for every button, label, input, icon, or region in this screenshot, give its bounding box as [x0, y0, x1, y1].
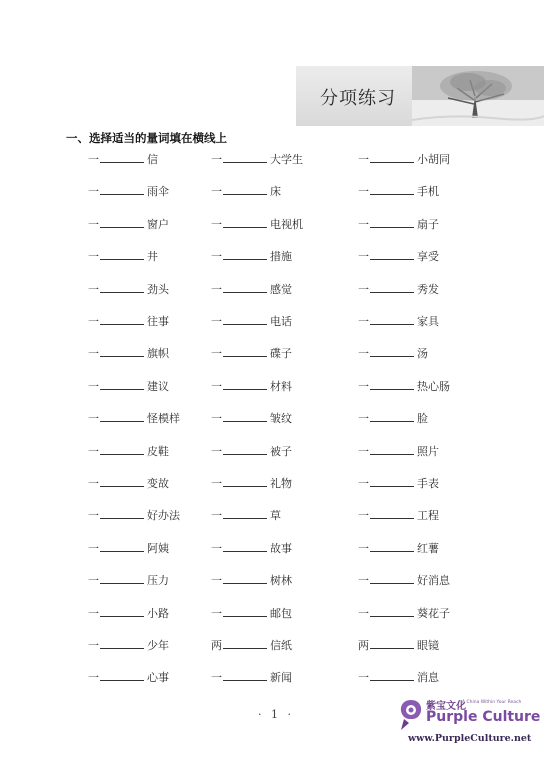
noun-word: 怪模样: [147, 412, 180, 425]
noun-word: 小胡同: [417, 153, 450, 166]
numeral: 一: [358, 380, 369, 393]
exercise-item: [211, 475, 292, 491]
answer-blank[interactable]: [100, 282, 144, 293]
noun-word: 手表: [417, 477, 439, 490]
noun-word: 树林: [270, 574, 292, 587]
numeral: 一: [211, 412, 222, 425]
noun-word: 葵花子: [417, 607, 450, 620]
noun-word: 往事: [147, 315, 169, 328]
answer-blank[interactable]: [223, 282, 267, 293]
numeral: 一: [88, 153, 99, 166]
answer-blank[interactable]: [223, 314, 267, 325]
exercise-item: [88, 151, 158, 167]
exercise-item: [211, 507, 281, 523]
exercise-row: [88, 637, 488, 653]
answer-blank[interactable]: [100, 152, 144, 163]
watermark-brand-en: Purple Culture: [426, 709, 541, 725]
noun-word: 秀发: [417, 283, 439, 296]
exercise-item: [358, 443, 439, 459]
numeral: 一: [211, 153, 222, 166]
noun-word: 手机: [417, 185, 439, 198]
answer-blank[interactable]: [370, 379, 414, 390]
answer-blank[interactable]: [370, 541, 414, 552]
exercise-item: [88, 281, 169, 297]
exercise-item: [211, 183, 281, 199]
exercise-item: [211, 378, 292, 394]
numeral: 一: [211, 607, 222, 620]
answer-blank[interactable]: [370, 184, 414, 195]
answer-blank[interactable]: [100, 444, 144, 455]
exercise-item: [211, 313, 292, 329]
watermark-brand-cn: 紫宝文化: [426, 701, 466, 712]
noun-word: 大学生: [270, 153, 303, 166]
exercise-row: [88, 313, 488, 329]
noun-word: 好消息: [417, 574, 450, 587]
exercise-item: [358, 313, 439, 329]
numeral: 一: [211, 185, 222, 198]
noun-word: 小路: [147, 607, 169, 620]
watermark-tagline: A China Within Your Reach: [462, 700, 522, 705]
noun-word: 劲头: [147, 283, 169, 296]
answer-blank[interactable]: [370, 508, 414, 519]
answer-blank[interactable]: [100, 573, 144, 584]
answer-blank[interactable]: [223, 249, 267, 260]
answer-blank[interactable]: [370, 314, 414, 325]
exercise-item: [88, 475, 169, 491]
numeral: 一: [88, 347, 99, 360]
numeral: 一: [211, 509, 222, 522]
numeral: 一: [211, 445, 222, 458]
noun-word: 信纸: [270, 639, 292, 652]
numeral: 一: [211, 218, 222, 231]
answer-blank[interactable]: [370, 152, 414, 163]
exercise-item: [88, 605, 169, 621]
numeral: 一: [358, 607, 369, 620]
noun-word: 扇子: [417, 218, 439, 231]
numeral: 一: [88, 607, 99, 620]
exercise-item: [358, 540, 439, 556]
exercise-item: [358, 637, 439, 653]
answer-blank[interactable]: [223, 606, 267, 617]
answer-blank[interactable]: [100, 346, 144, 357]
numeral: 一: [211, 380, 222, 393]
answer-blank[interactable]: [100, 379, 144, 390]
answer-blank[interactable]: [370, 249, 414, 260]
answer-blank[interactable]: [370, 670, 414, 681]
exercise-item: [88, 637, 169, 653]
section-heading: 一、选择适当的量词填在横线上: [66, 131, 227, 145]
tree-illustration: [412, 66, 544, 126]
page-title: 分项练习: [320, 88, 396, 109]
answer-blank[interactable]: [100, 476, 144, 487]
noun-word: 措施: [270, 250, 292, 263]
noun-word: 家具: [417, 315, 439, 328]
noun-word: 汤: [417, 347, 428, 360]
exercise-row: [88, 151, 488, 167]
numeral: 一: [88, 283, 99, 296]
answer-blank[interactable]: [223, 638, 267, 649]
noun-word: 压力: [147, 574, 169, 587]
numeral: 一: [88, 574, 99, 587]
answer-blank[interactable]: [223, 444, 267, 455]
exercise-row: [88, 572, 488, 588]
numeral: 两: [211, 639, 222, 652]
noun-word: 电话: [270, 315, 292, 328]
numeral: 一: [211, 671, 222, 684]
answer-blank[interactable]: [100, 670, 144, 681]
numeral: 一: [211, 574, 222, 587]
answer-blank[interactable]: [223, 152, 267, 163]
exercise-item: [88, 313, 169, 329]
exercise-item: [358, 345, 428, 361]
exercise-row: [88, 345, 488, 361]
noun-word: 好办法: [147, 509, 180, 522]
exercise-item: [211, 345, 292, 361]
exercise-item: [88, 443, 169, 459]
noun-word: 电视机: [270, 218, 303, 231]
numeral: 一: [211, 283, 222, 296]
numeral: 一: [88, 315, 99, 328]
numeral: 两: [358, 639, 369, 652]
exercise-item: [358, 281, 439, 297]
numeral: 一: [88, 380, 99, 393]
exercise-item: [211, 216, 303, 232]
answer-blank[interactable]: [223, 541, 267, 552]
answer-blank[interactable]: [223, 411, 267, 422]
numeral: 一: [358, 671, 369, 684]
noun-word: 信: [147, 153, 158, 166]
noun-word: 新闻: [270, 671, 292, 684]
exercise-item: [358, 507, 439, 523]
exercise-item: [211, 572, 292, 588]
exercise-item: [88, 507, 180, 523]
numeral: 一: [358, 574, 369, 587]
exercise-item: [358, 410, 428, 426]
numeral: 一: [88, 639, 99, 652]
noun-word: 建议: [147, 380, 169, 393]
exercise-item: [358, 572, 450, 588]
answer-blank[interactable]: [100, 508, 144, 519]
numeral: 一: [211, 250, 222, 263]
exercise-item: [358, 151, 450, 167]
numeral: 一: [211, 477, 222, 490]
answer-blank[interactable]: [370, 606, 414, 617]
exercise-row: [88, 475, 488, 491]
noun-word: 少年: [147, 639, 169, 652]
noun-word: 故事: [270, 542, 292, 555]
answer-blank[interactable]: [223, 508, 267, 519]
noun-word: 消息: [417, 671, 439, 684]
noun-word: 脸: [417, 412, 428, 425]
numeral: 一: [211, 315, 222, 328]
numeral: 一: [358, 347, 369, 360]
numeral: 一: [88, 477, 99, 490]
exercise-item: [211, 669, 292, 685]
answer-blank[interactable]: [100, 411, 144, 422]
exercise-item: [88, 669, 169, 685]
numeral: 一: [358, 250, 369, 263]
noun-word: 感觉: [270, 283, 292, 296]
exercise-item: [211, 151, 303, 167]
numeral: 一: [88, 250, 99, 263]
answer-blank[interactable]: [100, 249, 144, 260]
noun-word: 邮包: [270, 607, 292, 620]
answer-blank[interactable]: [100, 541, 144, 552]
numeral: 一: [358, 218, 369, 231]
exercise-item: [358, 669, 439, 685]
exercise-row: [88, 183, 488, 199]
exercise-row: [88, 669, 488, 685]
tree-photo: [412, 66, 544, 126]
numeral: 一: [358, 509, 369, 522]
exercise-item: [211, 281, 292, 297]
noun-word: 眼镜: [417, 639, 439, 652]
noun-word: 床: [270, 185, 281, 198]
numeral: 一: [358, 185, 369, 198]
answer-blank[interactable]: [223, 184, 267, 195]
exercise-item: [211, 637, 292, 653]
noun-word: 心事: [147, 671, 169, 684]
noun-word: 礼物: [270, 477, 292, 490]
numeral: 一: [88, 218, 99, 231]
exercise-item: [88, 345, 169, 361]
answer-blank[interactable]: [100, 217, 144, 228]
noun-word: 旗帜: [147, 347, 169, 360]
exercise-item: [211, 410, 292, 426]
exercise-item: [358, 378, 450, 394]
exercise-item: [88, 540, 169, 556]
numeral: 一: [358, 153, 369, 166]
noun-word: 热心肠: [417, 380, 450, 393]
noun-word: 被子: [270, 445, 292, 458]
exercise-item: [88, 248, 158, 264]
exercise-item: [211, 248, 292, 264]
noun-word: 红薯: [417, 542, 439, 555]
answer-blank[interactable]: [223, 476, 267, 487]
answer-blank[interactable]: [223, 217, 267, 228]
exercise-row: [88, 605, 488, 621]
exercise-row: [88, 410, 488, 426]
noun-word: 草: [270, 509, 281, 522]
exercise-item: [88, 183, 169, 199]
exercise-item: [358, 475, 439, 491]
answer-blank[interactable]: [223, 379, 267, 390]
noun-word: 窗户: [147, 218, 169, 231]
exercise-item: [88, 572, 169, 588]
exercise-item: [358, 248, 439, 264]
answer-blank[interactable]: [370, 638, 414, 649]
answer-blank[interactable]: [100, 606, 144, 617]
watermark: [398, 697, 541, 749]
answer-blank[interactable]: [223, 346, 267, 357]
numeral: 一: [358, 477, 369, 490]
noun-word: 照片: [417, 445, 439, 458]
exercise-item: [88, 410, 180, 426]
page-number: · 1 ·: [258, 708, 294, 721]
numeral: 一: [88, 542, 99, 555]
noun-word: 材料: [270, 380, 292, 393]
noun-word: 皱纹: [270, 412, 292, 425]
exercise-row: [88, 378, 488, 394]
numeral: 一: [358, 445, 369, 458]
exercise-item: [358, 216, 439, 232]
numeral: 一: [88, 445, 99, 458]
exercise-item: [211, 443, 292, 459]
answer-blank[interactable]: [370, 476, 414, 487]
numeral: 一: [211, 347, 222, 360]
exercise-item: [88, 378, 169, 394]
answer-blank[interactable]: [370, 444, 414, 455]
section-header-banner: [296, 66, 544, 126]
numeral: 一: [88, 509, 99, 522]
answer-blank[interactable]: [223, 670, 267, 681]
answer-blank[interactable]: [370, 411, 414, 422]
answer-blank[interactable]: [100, 638, 144, 649]
numeral: 一: [88, 185, 99, 198]
noun-word: 碟子: [270, 347, 292, 360]
numeral: 一: [358, 315, 369, 328]
watermark-url: www.PurpleCulture.net: [408, 733, 532, 744]
answer-blank[interactable]: [370, 573, 414, 584]
exercise-item: [88, 216, 169, 232]
numeral: 一: [358, 283, 369, 296]
exercise-item: [211, 605, 292, 621]
answer-blank[interactable]: [100, 184, 144, 195]
noun-word: 井: [147, 250, 158, 263]
purple-culture-logo-icon: [398, 699, 424, 731]
exercise-row: [88, 507, 488, 523]
exercise-item: [358, 183, 439, 199]
numeral: 一: [358, 412, 369, 425]
answer-blank[interactable]: [370, 217, 414, 228]
noun-word: 阿姨: [147, 542, 169, 555]
noun-word: 皮鞋: [147, 445, 169, 458]
numeral: 一: [358, 542, 369, 555]
noun-word: 变故: [147, 477, 169, 490]
answer-blank[interactable]: [370, 346, 414, 357]
exercise-row: [88, 248, 488, 264]
exercise-row: [88, 281, 488, 297]
exercise-row: [88, 540, 488, 556]
answer-blank[interactable]: [100, 314, 144, 325]
exercise-item: [211, 540, 292, 556]
exercise-row: [88, 443, 488, 459]
numeral: 一: [211, 542, 222, 555]
numeral: 一: [88, 671, 99, 684]
exercise-row: [88, 216, 488, 232]
answer-blank[interactable]: [370, 282, 414, 293]
noun-word: 雨伞: [147, 185, 169, 198]
noun-word: 工程: [417, 509, 439, 522]
exercise-item: [358, 605, 450, 621]
answer-blank[interactable]: [223, 573, 267, 584]
noun-word: 享受: [417, 250, 439, 263]
numeral: 一: [88, 412, 99, 425]
